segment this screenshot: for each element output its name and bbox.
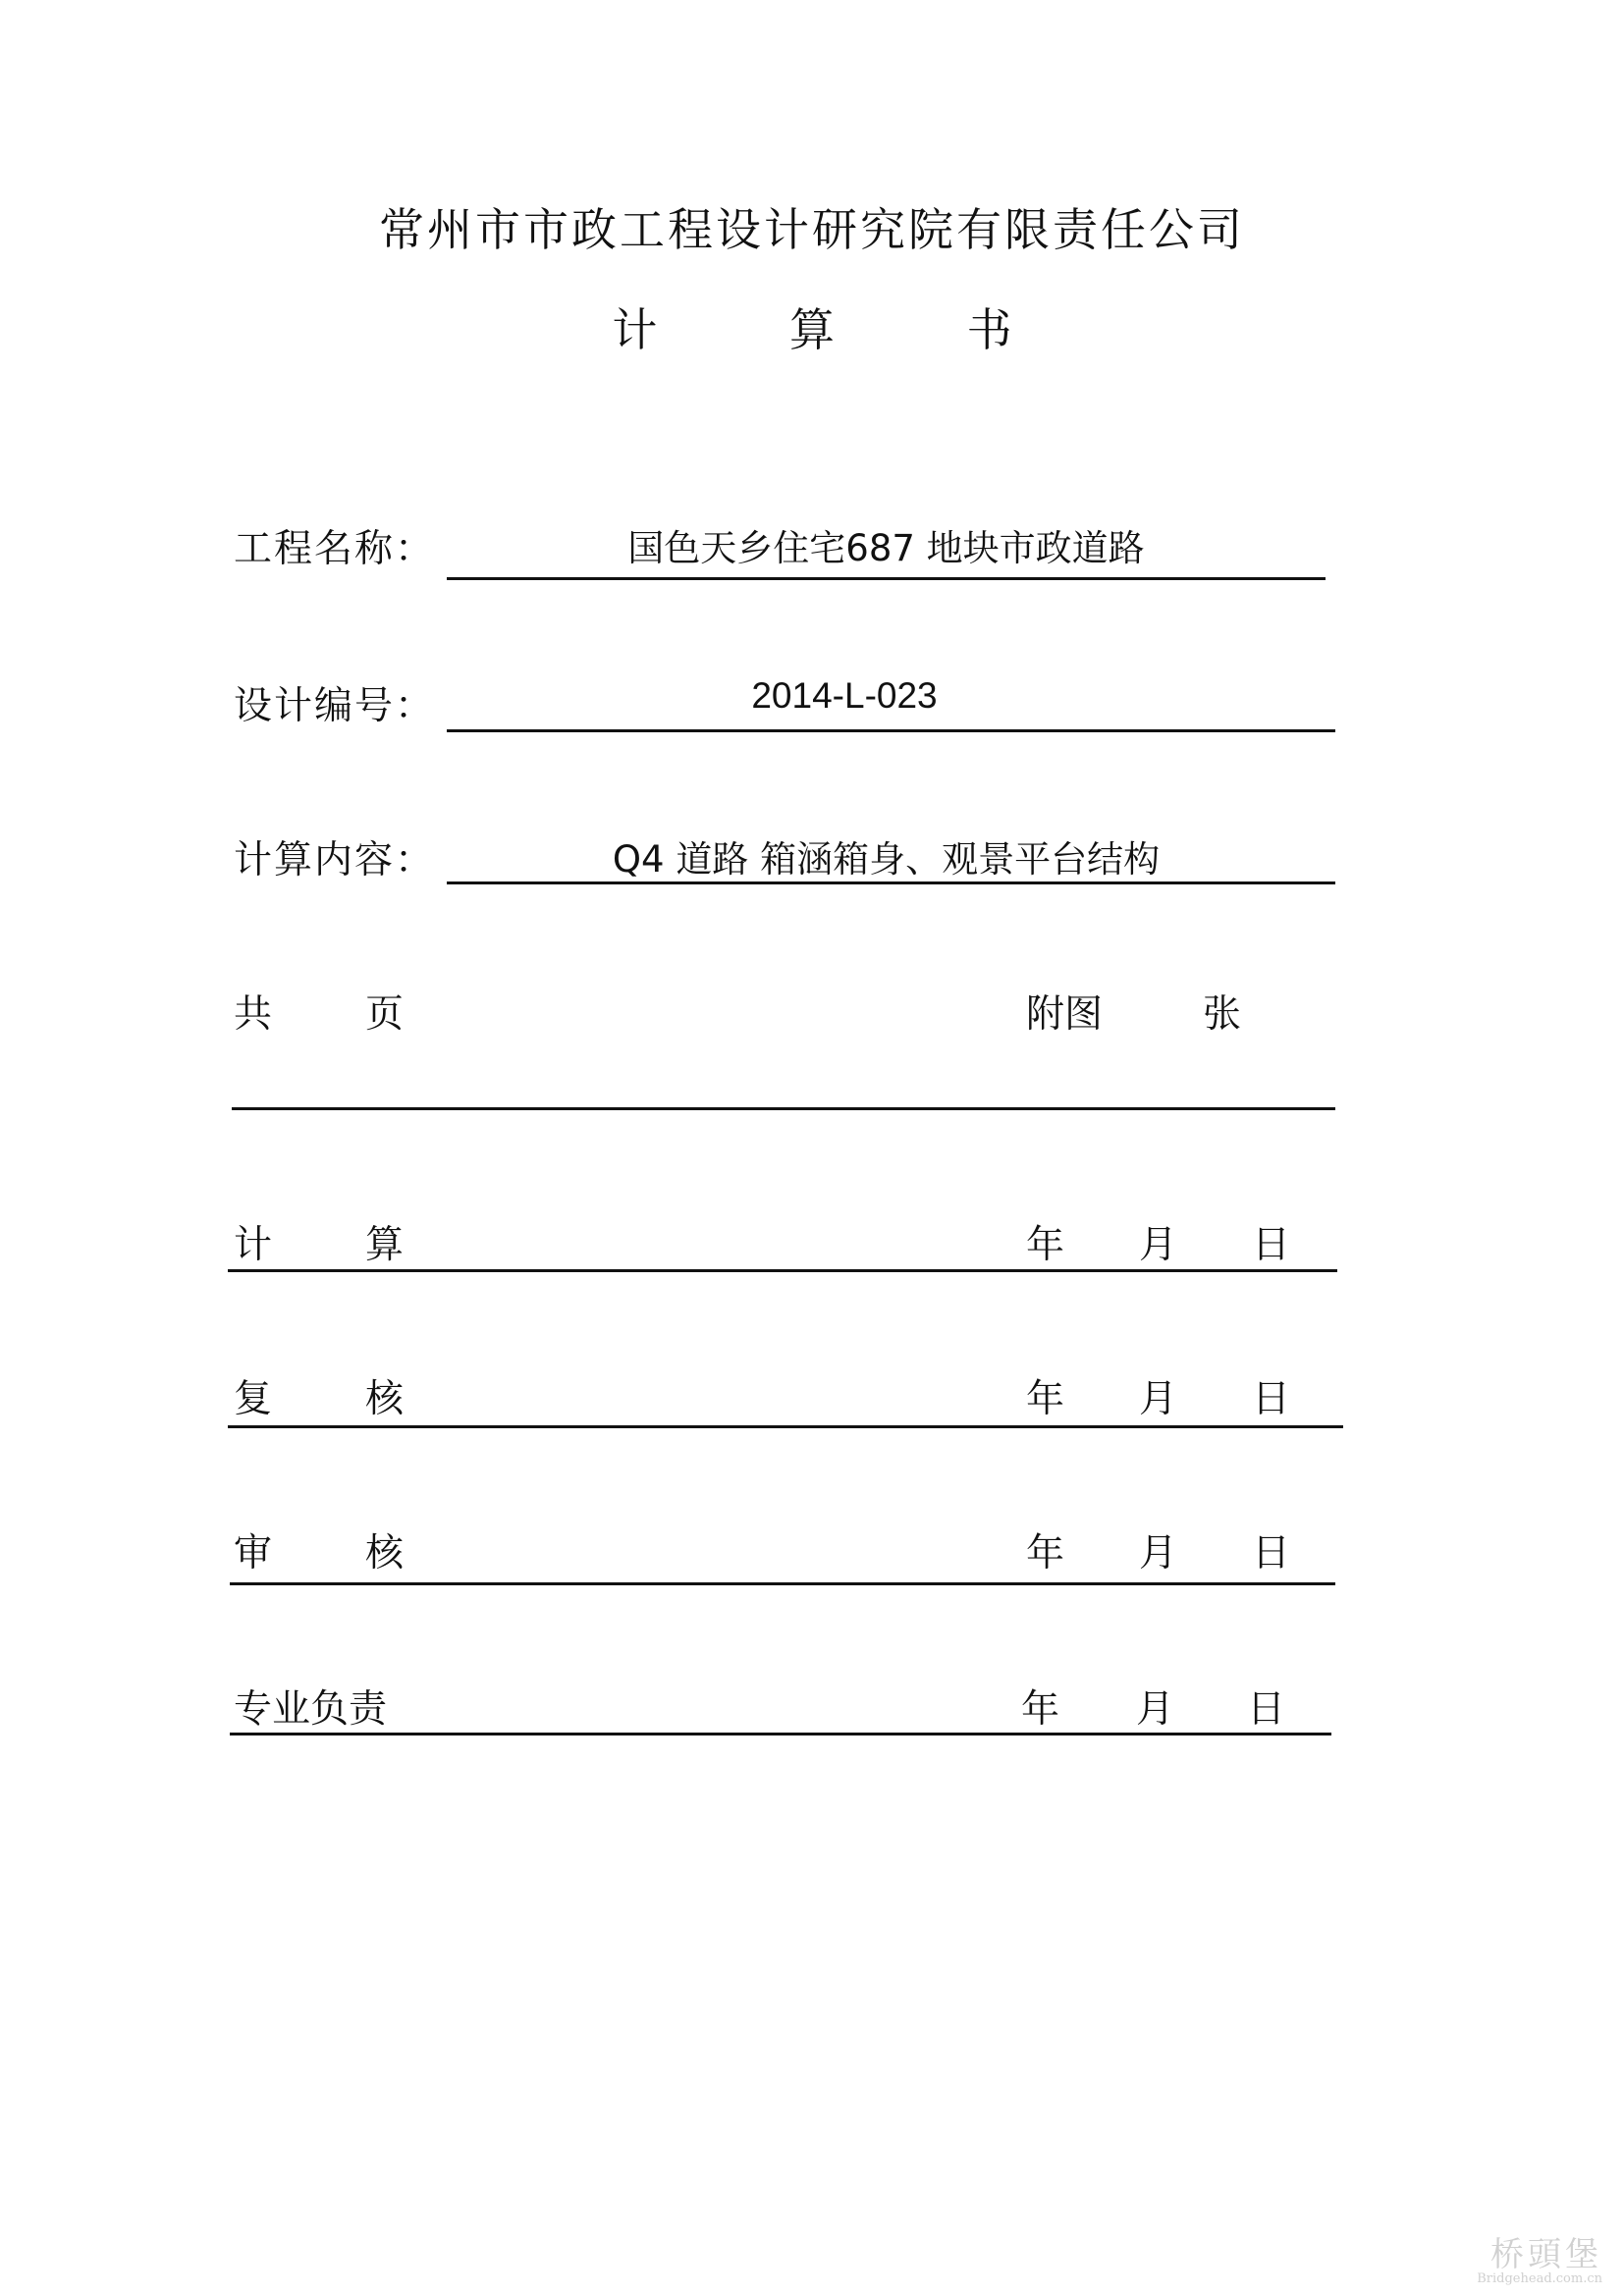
attached-drawings-label-a: 附图	[1026, 992, 1104, 1037]
document-title: 计 算 书	[612, 303, 1071, 356]
signoff-lead-label: 专业负责	[234, 1687, 388, 1732]
signoff-calc-label-a: 计	[234, 1223, 273, 1267]
signoff-lead-year: 年	[1021, 1687, 1060, 1732]
design-number-label: 设计编号：	[234, 684, 436, 728]
signoff-review-day: 日	[1252, 1531, 1291, 1575]
signoff-calc-day: 日	[1252, 1223, 1291, 1267]
signoff-check-month: 月	[1139, 1377, 1178, 1421]
signoff-check-underline	[228, 1425, 1343, 1428]
project-name-value: 国色天乡住宅687 地块市政道路	[627, 527, 1145, 569]
signoff-check-label-b: 核	[365, 1377, 405, 1421]
signoff-calc-month: 月	[1139, 1223, 1178, 1267]
attached-drawings-label-b: 张	[1203, 992, 1242, 1037]
project-name-label: 工程名称：	[234, 527, 436, 571]
signoff-review-month: 月	[1139, 1531, 1178, 1575]
calculation-content-underline	[447, 881, 1335, 884]
signoff-review-label-a: 审	[234, 1531, 273, 1575]
signoff-lead-month: 月	[1136, 1687, 1175, 1732]
signoff-check-day: 日	[1252, 1377, 1291, 1421]
signoff-calc-label-b: 算	[365, 1223, 405, 1267]
signoff-review-underline	[230, 1582, 1335, 1585]
company-name: 常州市市政工程设计研究院有限责任公司	[379, 203, 1245, 256]
total-pages-label-b: 页	[365, 992, 405, 1037]
calculation-content-value: Q4 道路 箱涵箱身、观景平台结构	[612, 838, 1161, 881]
signoff-check-year: 年	[1026, 1377, 1065, 1421]
signoff-lead-day: 日	[1247, 1687, 1286, 1732]
project-name-underline	[447, 577, 1326, 580]
bridgehead-watermark	[1477, 2227, 1602, 2286]
total-pages-label-a: 共	[234, 992, 273, 1037]
pages-row-underline	[232, 1107, 1335, 1110]
signoff-review-label-b: 核	[365, 1531, 405, 1575]
signoff-review-year: 年	[1026, 1531, 1065, 1575]
watermark-sub: Bridgehead.com.cn	[1477, 2271, 1602, 2286]
watermark-main: 桥頭堡	[1490, 2235, 1602, 2274]
signoff-check-label-a: 复	[234, 1377, 273, 1421]
design-number-underline	[447, 729, 1335, 732]
signoff-calc-year: 年	[1026, 1223, 1065, 1267]
calculation-content-label: 计算内容：	[234, 838, 436, 882]
signoff-calc-underline	[228, 1269, 1337, 1272]
design-number-value: 2014-L-023	[751, 675, 938, 716]
signoff-lead-underline	[230, 1733, 1331, 1735]
